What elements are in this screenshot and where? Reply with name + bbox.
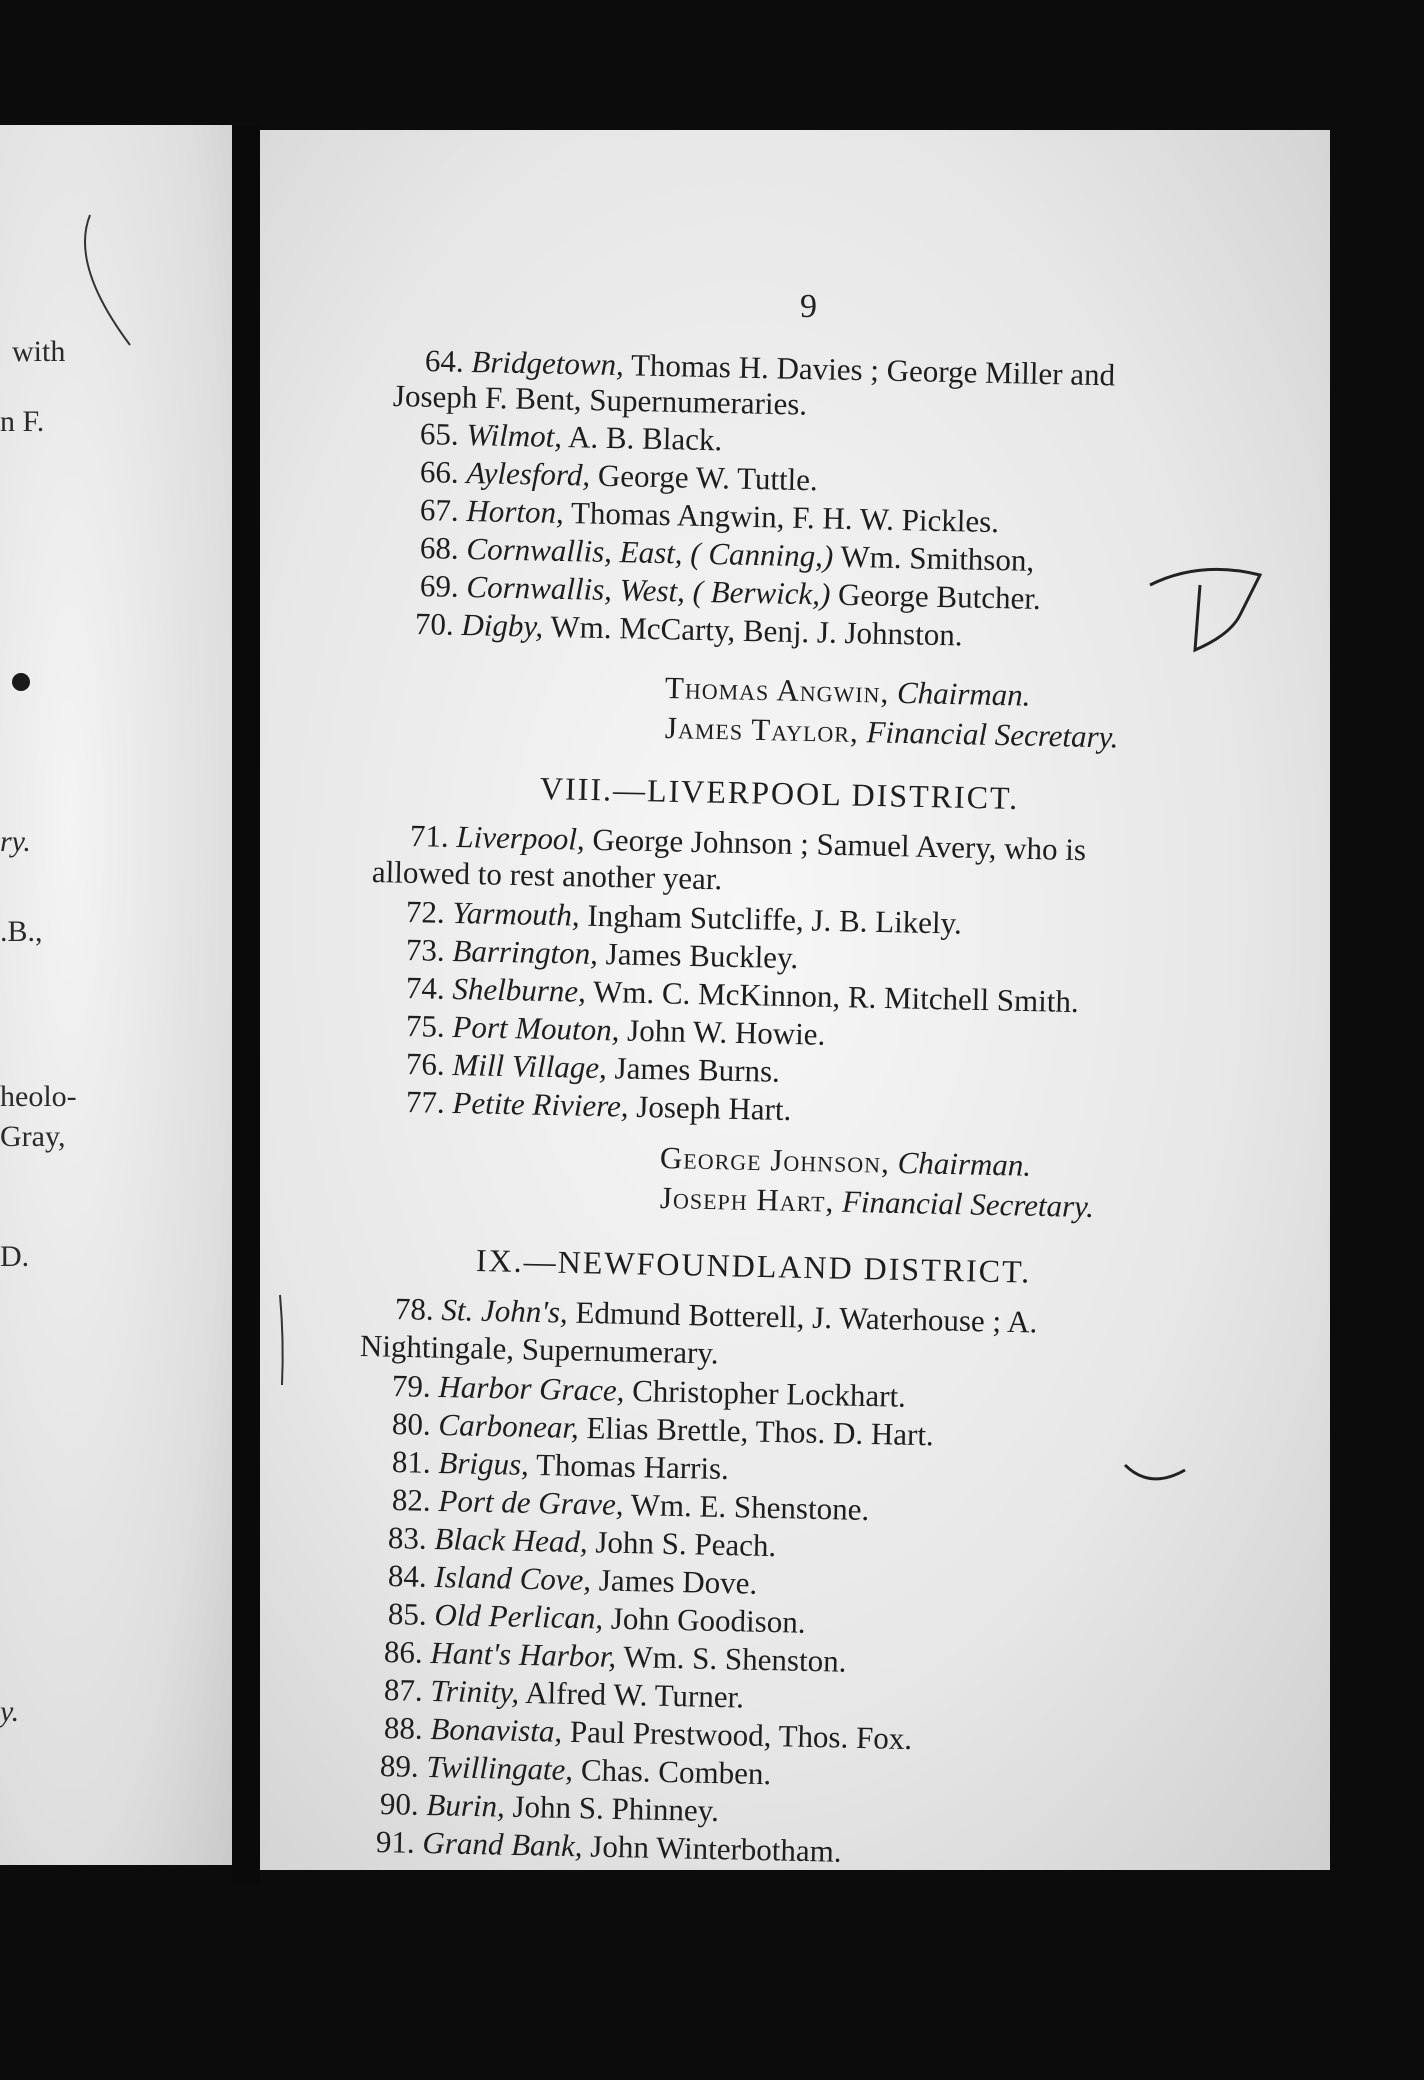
section-heading: IX.—NEWFOUNDLAND DISTRICT.: [475, 1242, 1032, 1290]
entry-line: 72. Yarmouth, Ingham Sutcliffe, J. B. Likely.: [405, 894, 963, 941]
entry-line: 87. Trinity, Alfred W. Turner.: [383, 1672, 745, 1715]
left-page-text: D.: [0, 1240, 30, 1273]
secretary-signature: James Taylor, Financial Secretary.: [664, 710, 1119, 755]
entry-line: 81. Brigus, Thomas Harris.: [391, 1444, 730, 1487]
left-page-text: y.: [0, 1695, 20, 1728]
page-number: 9: [800, 288, 817, 325]
entry-line: allowed to rest another year.: [371, 854, 723, 897]
chairman-signature: George Johnson, Chairman.: [659, 1140, 1032, 1183]
left-page-text: with: [12, 335, 66, 368]
entry-line: 65. Wilmot, A. B. Black.: [419, 416, 723, 458]
page: [260, 130, 1330, 1870]
left-page-text: n F.: [0, 405, 45, 438]
entry-line: Nightingale, Supernumerary.: [359, 1328, 719, 1371]
entry-line: 78. St. John's, Edmund Botterell, J. Waterhouse ; A.: [394, 1291, 1038, 1340]
pencil-margin-mark: [260, 1290, 300, 1390]
entry-line: 69. Cornwallis, West, ( Berwick,) George Butcher.: [419, 568, 1042, 616]
entry-line: 82. Port de Grave, Wm. E. Shenstone.: [391, 1482, 870, 1527]
entry-line: 84. Island Cove, James Dove.: [387, 1558, 758, 1601]
entry-line: 74. Shelburne, Wm. C. McKinnon, R. Mitchell Smith.: [405, 970, 1080, 1020]
entry-line: 70. Digby, Wm. McCarty, Benj. J. Johnston.: [414, 606, 963, 653]
entry-line: 85. Old Perlican, John Goodison.: [387, 1596, 806, 1640]
entry-line: 77. Petite Riviere, Joseph Hart.: [405, 1084, 792, 1128]
secretary-signature: Joseph Hart, Financial Secretary.: [659, 1180, 1095, 1225]
entry-line: 88. Bonavista, Paul Prestwood, Thos. Fox.: [383, 1710, 913, 1757]
entry-line: 75. Port Mouton, John W. Howie.: [405, 1008, 826, 1052]
left-page-text: Gray,: [0, 1120, 66, 1153]
ink-dot: [12, 673, 30, 691]
entry-line: 90. Burin, John S. Phinney.: [379, 1786, 720, 1829]
pencil-bracket-mark: [1140, 555, 1280, 655]
left-page-text: heolo-: [0, 1080, 77, 1113]
pencil-mark: [70, 205, 140, 355]
chairman-signature: Thomas Angwin, Chairman.: [664, 670, 1031, 713]
entry-line: 67. Horton, Thomas Angwin, F. H. W. Pickles.: [419, 492, 1000, 540]
entry-line: 80. Carbonear, Elias Brettle, Thos. D. Hart.: [391, 1406, 935, 1453]
entry-line: 86. Hant's Harbor, Wm. S. Shenston.: [383, 1634, 847, 1679]
book-spine: [232, 125, 260, 1885]
pencil-curve-mark: [1120, 1460, 1190, 1500]
entry-line: 68. Cornwallis, East, ( Canning,) Wm. Smithson,: [419, 530, 1035, 578]
left-page-text: ry.: [0, 825, 31, 858]
left-page-text: .B.,: [0, 915, 43, 948]
entry-line: 89. Twillingate, Chas. Comben.: [379, 1748, 772, 1792]
entry-line: 71. Liverpool, George Johnson ; Samuel Avery, who is: [409, 818, 1087, 868]
entry-line: 73. Barrington, James Buckley.: [405, 932, 799, 976]
left-page-fragment: [0, 125, 232, 1865]
entry-line: 79. Harbor Grace, Christopher Lockhart.: [391, 1368, 907, 1414]
entry-line: 83. Black Head, John S. Peach.: [387, 1520, 777, 1564]
entry-line: 64. Bridgetown, Thomas H. Davies ; George Miller and: [424, 343, 1116, 393]
entry-line: 76. Mill Village, James Burns.: [405, 1046, 781, 1089]
entry-line: Joseph F. Bent, Supernumeraries.: [392, 378, 808, 422]
entry-line: 91. Grand Bank, John Winterbotham.: [375, 1824, 842, 1869]
entry-line: 66. Aylesford, George W. Tuttle.: [419, 454, 819, 498]
section-heading: VIII.—LIVERPOOL DISTRICT.: [539, 770, 1020, 817]
frame-edge: [1330, 130, 1424, 2080]
